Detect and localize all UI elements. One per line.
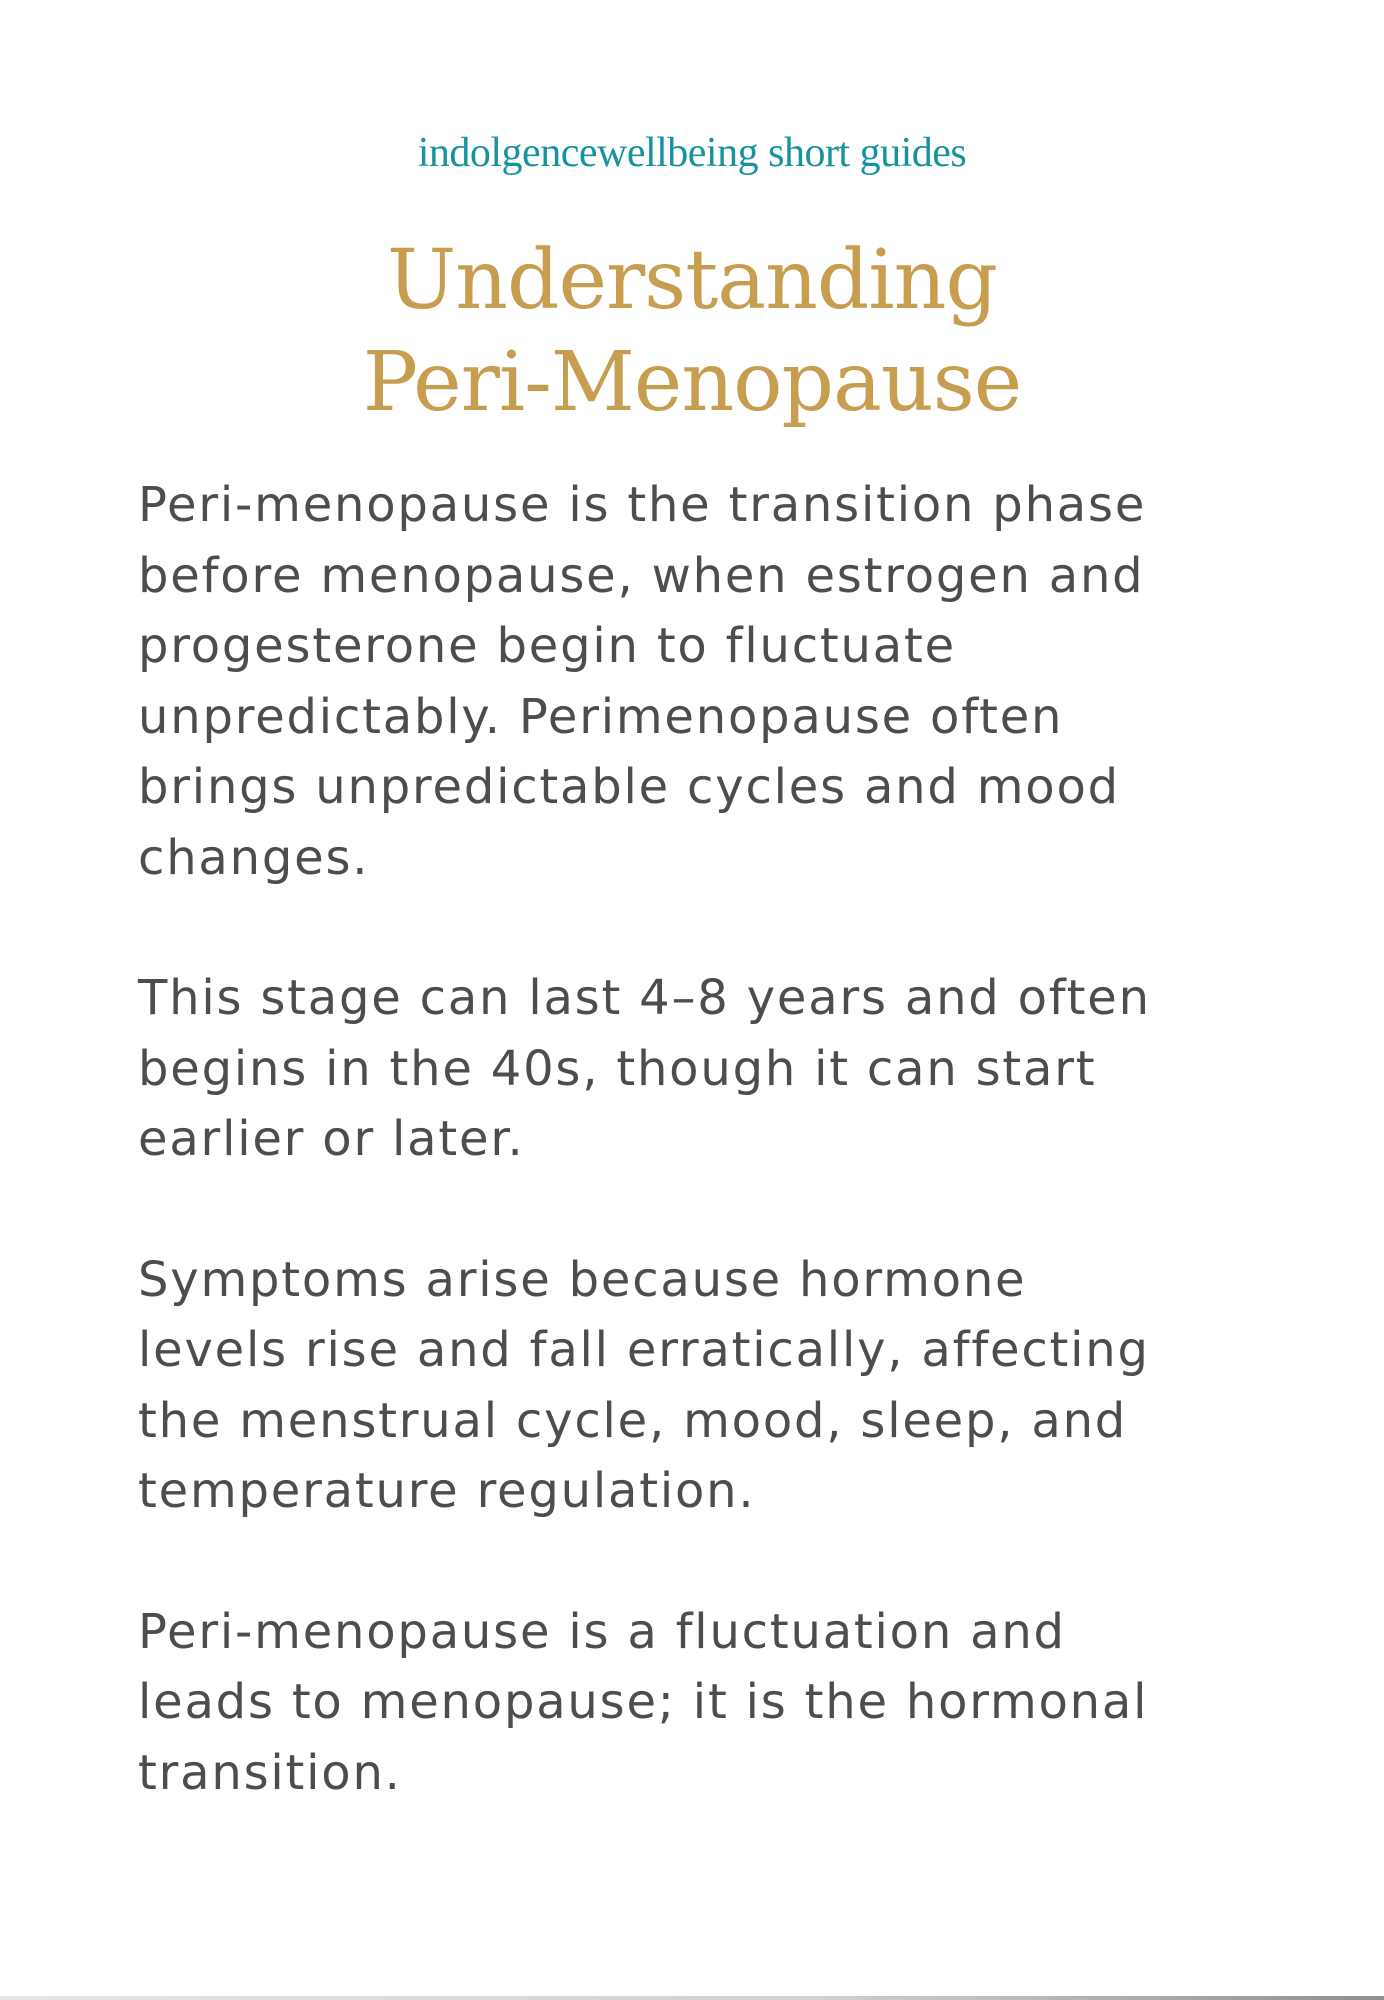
paragraph-line: before menopause, when estrogen and [138, 547, 1145, 604]
paragraph-2 [138, 963, 1268, 1175]
page-title-line-1: Understanding [387, 233, 997, 328]
paragraph-line: changes. [138, 829, 370, 886]
paragraph-4 [138, 1597, 1268, 1809]
paragraph-line: brings unpredictable cycles and mood [138, 759, 1120, 815]
paragraph-line: unpredictably. Perimenopause often [138, 688, 1064, 745]
series-label: indolgencewellbeing short guides [417, 130, 967, 176]
paragraph-line: transition. [138, 1744, 402, 1801]
paragraph-line: temperature regulation. [138, 1463, 756, 1519]
paragraph-line: Peri-menopause is the transition phase [138, 477, 1147, 533]
page-title-line-2: Peri-Menopause [362, 335, 1022, 430]
paragraph-line: levels rise and fall erratically, affecting [138, 1322, 1150, 1378]
paragraph-1 [138, 470, 1268, 893]
paragraph-line: the menstrual cycle, mood, sleep, and [138, 1392, 1128, 1449]
page-title [0, 230, 1384, 434]
paragraph-line: progesterone begin to fluctuate [138, 618, 956, 674]
paragraph-line: Symptoms arise because hormone [138, 1251, 1027, 1308]
paragraph-3 [138, 1245, 1268, 1527]
paragraph-line: leads to menopause; it is the hormonal [138, 1674, 1149, 1730]
paragraph-line: This stage can last 4–8 years and often [138, 970, 1151, 1026]
paragraph-line: Peri-menopause is a fluctuation and [138, 1603, 1066, 1660]
paragraph-line: begins in the 40s, though it can start [138, 1040, 1097, 1097]
paragraph-line: earlier or later. [138, 1111, 525, 1167]
bottom-edge-divider [0, 1996, 1384, 2000]
guide-body [138, 470, 1268, 1808]
